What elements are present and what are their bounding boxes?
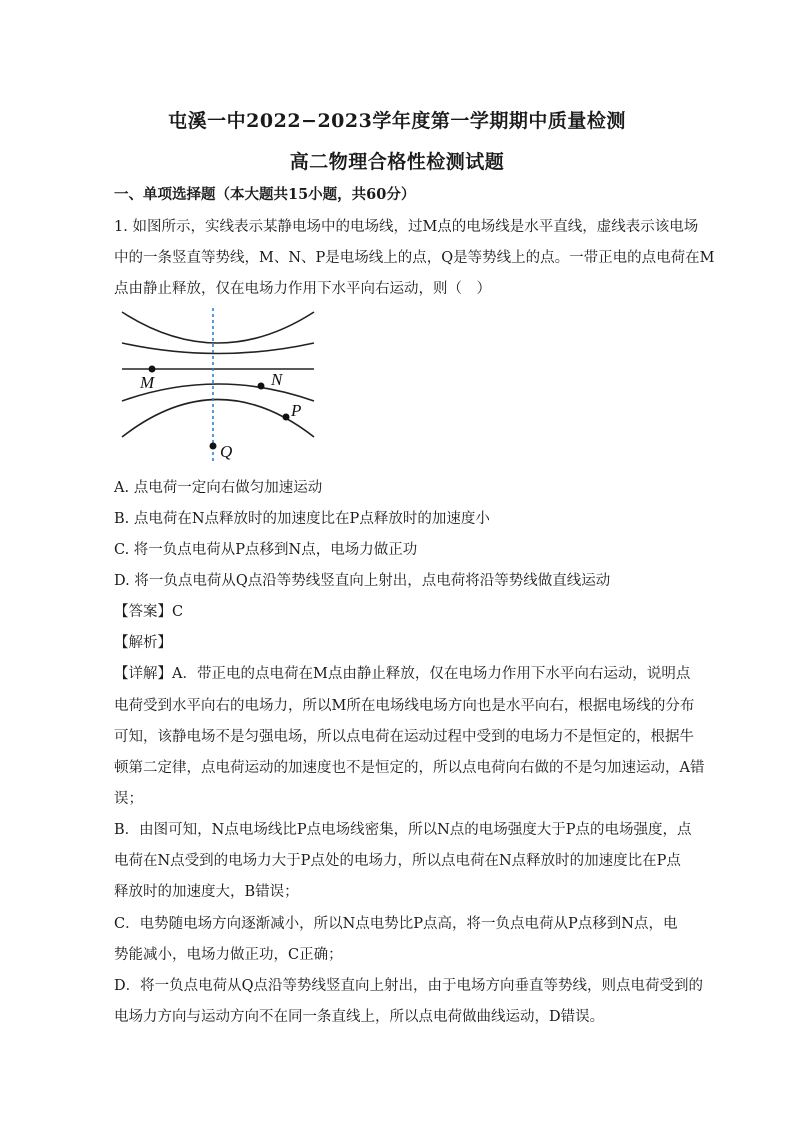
point-m bbox=[149, 366, 156, 373]
point-n bbox=[258, 383, 265, 390]
analysis-line: D．将一负点电荷从Q点沿等势线竖直向上射出，由于电场方向垂直等势线，则点电荷受到的 bbox=[114, 978, 704, 994]
option-b: B. 点电荷在N点释放时的加速度比在P点释放时的加速度小 bbox=[114, 511, 490, 527]
field-line-upper bbox=[122, 343, 314, 354]
analysis-line: 误； bbox=[114, 791, 143, 807]
option-d: D. 将一负点电荷从Q点沿等势线竖直向上射出，点电荷将沿等势线做直线运动 bbox=[114, 573, 611, 589]
analysis-line: 释放时的加速度大，B错误； bbox=[114, 884, 299, 900]
option-c: C. 将一负点电荷从P点移到N点，电场力做正功 bbox=[114, 542, 418, 558]
section-heading: 一、单项选择题（本大题共15小题，共60分） bbox=[114, 186, 416, 203]
question-line: 1. 如图所示，实线表示某静电场中的电场线，过M点的电场线是水平直线，虚线表示该电场 bbox=[114, 219, 699, 235]
analysis-line: 电荷在N点受到的电场力大于P点处的电场力，所以点电荷在N点释放时的加速度比在P点 bbox=[114, 853, 681, 869]
analysis-line: C．电势随电场方向逐渐减小，所以N点电势比P点高，将一负点电荷从P点移到N点，电 bbox=[114, 916, 678, 932]
document-subtitle: 高二物理合格性检测试题 bbox=[289, 151, 505, 173]
label-m: M bbox=[140, 373, 155, 392]
analysis-line: 电荷受到水平向右的电场力，所以M所在电场线电场方向也是水平向右，根据电场线的分布 bbox=[114, 698, 695, 714]
analysis-line: 势能减小，电场力做正功，C正确； bbox=[114, 947, 343, 963]
point-q bbox=[210, 443, 217, 450]
analysis-line: 可知，该静电场不是匀强电场，所以点电荷在运动过程中受到的电场力不是恒定的，根据牛 bbox=[114, 729, 694, 745]
analysis-label: 【解析】 bbox=[114, 635, 172, 651]
field-line-top bbox=[122, 312, 314, 343]
label-n: N bbox=[271, 370, 283, 389]
analysis-line: 【详解】A．带正电的点电荷在M点由静止释放，仅在电场力作用下水平向右运动，说明点 bbox=[114, 666, 691, 682]
analysis-line: 电场力方向与运动方向不在同一条直线上，所以点电荷做曲线运动，D错误。 bbox=[114, 1009, 605, 1025]
document-title: 屯溪一中2022−2023学年度第一学期期中质量检测 bbox=[168, 110, 626, 132]
point-p bbox=[283, 414, 290, 421]
electric-field-figure bbox=[118, 306, 323, 466]
label-p: P bbox=[291, 401, 302, 420]
label-q: Q bbox=[220, 442, 233, 461]
analysis-line: B．由图可知，N点电场线比P点电场线密集，所以N点的电场强度大于P点的电场强度，点 bbox=[114, 822, 692, 838]
option-a: A. 点电荷一定向右做匀加速运动 bbox=[114, 480, 323, 496]
question-line: 中的一条竖直等势线，M、N、P是电场线上的点，Q是等势线上的点。一带正电的点电荷在M bbox=[114, 250, 715, 266]
question-line: 点由静止释放，仅在电场力作用下水平向右运动，则（ ） bbox=[114, 281, 491, 297]
answer-line: 【答案】C bbox=[114, 604, 184, 620]
analysis-line: 顿第二定律，点电荷运动的加速度也不是恒定的，所以点电荷向右做的不是匀加速运动，A错 bbox=[114, 760, 705, 776]
